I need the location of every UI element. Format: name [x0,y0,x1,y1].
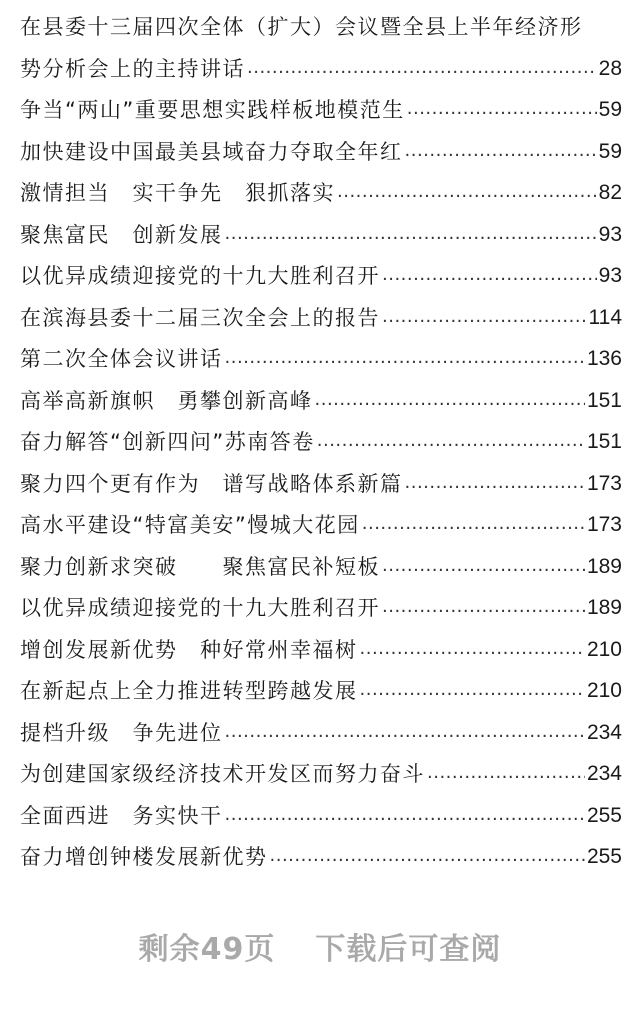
toc-entry-title: 奋力解答“创新四问”苏南答卷 [20,430,315,454]
toc-entry-page: 59 [598,139,622,163]
toc-entry-title: 以优异成绩迎接党的十九大胜利召开 [20,264,380,288]
toc-entry-title: 提档升级 争先进位 [20,720,223,745]
toc-leader-dots [225,222,597,249]
toc-entry[interactable] [20,830,622,872]
toc-entry[interactable] [20,456,622,498]
toc-entry[interactable] [20,166,622,208]
toc-entry-page: 151 [586,430,622,453]
toc-entry[interactable] [20,124,622,166]
toc-entry-page: 234 [586,762,622,785]
toc-leader-dots [337,180,597,207]
toc-entry-title: 以优异成绩迎接党的十九大胜利召开 [20,596,380,620]
toc-entry-title: 加快建设中国最美县域奋力夺取全年红 [20,139,403,164]
toc-entry[interactable] [20,207,622,249]
toc-entry-page: 114 [588,305,622,329]
toc-entry-title: 聚力创新求突破 聚焦富民补短板 [20,554,380,579]
toc-entry-page: 255 [586,845,622,868]
toc-leader-dots [362,512,585,539]
toc-leader-dots [315,388,585,415]
toc-entry-title: 在滨海县委十二届三次全会上的报告 [20,305,380,330]
toc-entry-title: 为创建国家级经济技术开发区而努力奋斗 [20,762,425,786]
toc-entry[interactable] [20,373,622,415]
toc-entry-title: 势分析会上的主持讲话 [20,56,245,81]
toc-entry-page: 151 [586,388,622,412]
toc-entry[interactable] [20,664,622,706]
toc-entry-page: 210 [586,679,622,702]
toc-leader-dots [225,803,585,830]
toc-entry-page: 234 [586,720,622,744]
toc-leader-dots [225,720,585,747]
toc-entry[interactable] [20,747,622,789]
toc-leader-dots [225,346,585,373]
table-of-contents [20,0,622,871]
toc-leader-dots [405,471,585,498]
toc-leader-dots [247,56,597,83]
toc-entry[interactable] [20,581,622,623]
toc-entry[interactable] [20,332,622,374]
toc-leader-dots [427,761,585,788]
toc-entry[interactable] [20,498,622,540]
download-to-read-text: 下载后可查阅 [315,932,502,967]
toc-entry-page: 189 [586,596,622,619]
toc-entry-page: 189 [586,554,622,578]
toc-leader-dots [360,637,585,664]
toc-entry[interactable] [20,788,622,830]
toc-leader-dots [407,97,597,124]
toc-entry-title: 奋力增创钟楼发展新优势 [20,845,268,869]
toc-leader-dots [360,678,585,705]
toc-leader-dots [270,844,585,871]
toc-entry-title: 争当“两山”重要思想实践样板地模范生 [20,98,405,122]
toc-entry-title: 高水平建设“特富美安”慢城大花园 [20,513,360,537]
toc-entry-page: 82 [598,181,622,204]
toc-entry-page: 173 [586,513,622,536]
toc-entry-page: 255 [586,803,622,827]
toc-entry[interactable] [20,0,622,41]
toc-leader-dots [382,305,587,332]
toc-entry-title: 高举高新旗帜 勇攀创新高峰 [20,388,313,413]
toc-leader-dots [405,139,597,166]
toc-entry[interactable] [20,290,622,332]
toc-leader-dots [382,595,585,622]
toc-entry[interactable] [20,539,622,581]
toc-entry[interactable] [20,249,622,291]
toc-entry-title: 在新起点上全力推进转型跨越发展 [20,679,358,703]
toc-entry-page: 59 [598,98,622,121]
toc-leader-dots [382,554,585,581]
toc-entry-page: 210 [586,637,622,661]
toc-entry[interactable] [20,41,622,83]
toc-entry-title: 增创发展新优势 种好常州幸福树 [20,637,358,662]
toc-entry-title: 在县委十三届四次全体（扩大）会议暨全县上半年经济形 [20,15,583,39]
toc-entry[interactable] [20,622,622,664]
toc-entry-page: 173 [586,471,622,495]
toc-entry-page: 136 [586,347,622,370]
toc-entry-title: 聚力四个更有作为 谱写战略体系新篇 [20,471,403,496]
toc-entry[interactable] [20,705,622,747]
toc-leader-dots [382,263,597,290]
toc-entry-page: 93 [598,222,622,246]
toc-entry-title: 第二次全体会议讲话 [20,347,223,371]
toc-entry-title: 全面西进 务实快干 [20,803,223,828]
toc-entry-title: 聚焦富民 创新发展 [20,222,223,247]
toc-entry-title: 激情担当 实干争先 狠抓落实 [20,181,335,205]
toc-entry-page: 28 [598,56,622,80]
toc-leader-dots [317,429,585,456]
remaining-pages-text: 剩余49页 [138,932,276,967]
toc-entry[interactable] [20,415,622,457]
download-prompt[interactable] [0,924,640,968]
toc-entry-page: 93 [598,264,622,287]
toc-entry[interactable] [20,83,622,125]
